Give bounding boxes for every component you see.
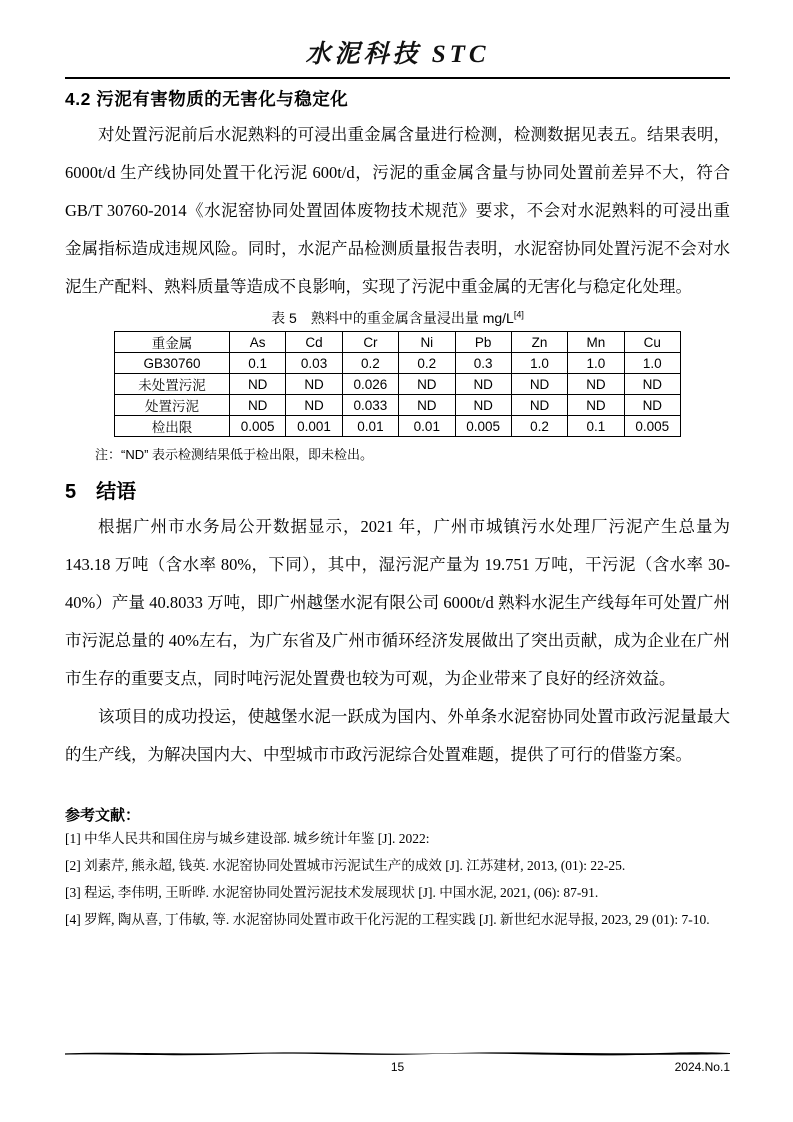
section-4-2-heading: 4.2 污泥有害物质的无害化与稳定化 [65, 89, 349, 109]
table-cell: ND [624, 395, 680, 416]
table-cell: 1.0 [624, 353, 680, 374]
table-header-row [115, 332, 681, 353]
table-row [115, 416, 681, 437]
table-cell: 0.3 [455, 353, 511, 374]
reference-item-3: [3] 程运, 李伟明, 王昕晔. 水泥窑协同处置污泥技术发展现状 [J]. 中国水泥, 2021, (06): 87-91. [65, 885, 599, 900]
section-5-paragraph-1: 根据广州市水务局公开数据显示，2021 年，广州市城镇污水处理厂污泥产生总量为 143.18 万吨（含水率 80%，下同），其中，湿污泥产量为 19.751 万吨，干污泥（含水率 30-40%）产量 40.8033 万吨，即广州越堡水泥有限公司 6000t/d 熟料水泥生产线每年可处置广州市污泥总量的 40%左右，为广东省及广州市循环经济发展做出了突出贡献，成为企业在广州市生存的重要支点，同时吨污泥处置费也较为可观，为企业带来了良好的经济效益。 [65, 517, 730, 688]
table-header-cell: Mn [568, 332, 624, 353]
table-header-cell: Cr [342, 332, 398, 353]
table-header-cell: 重金属 [115, 332, 230, 353]
table-cell: ND [455, 374, 511, 395]
table-cell: ND [230, 374, 286, 395]
footer-row [65, 1060, 730, 1074]
table-cell: 1.0 [511, 353, 567, 374]
table-cell: 1.0 [568, 353, 624, 374]
table-cell: 0.026 [342, 374, 398, 395]
table-header-cell: Ni [399, 332, 455, 353]
section-4-2-paragraph: 对处置污泥前后水泥熟料的可浸出重金属含量进行检测，检测数据见表五。结果表明，6000t/d 生产线协同处置干化污泥 600t/d，污泥的重金属含量与协同处置前差异不大，符合 GB/T 30760-2014《水泥窑协同处置固体废物技术规范》要求，不会对水泥熟料的可浸出重金属指标造成违规风险。同时，水泥产品检测质量报告表明，水泥窑协同处置污泥不会对水泥生产配料、熟料质量等造成不良影响，实现了污泥中重金属的无害化与稳定化处理。 [65, 125, 730, 296]
table-5-caption-citation: [4] [513, 309, 524, 320]
table-header-cell: As [230, 332, 286, 353]
table-cell: ND [624, 374, 680, 395]
table-cell: ND [568, 395, 624, 416]
table-cell: 未处置污泥 [115, 374, 230, 395]
table-cell: ND [511, 374, 567, 395]
table-cell: 0.2 [342, 353, 398, 374]
table-cell: ND [230, 395, 286, 416]
table-header-cell: Cu [624, 332, 680, 353]
reference-item-1: [1] 中华人民共和国住房与城乡建设部. 城乡统计年鉴 [J]. 2022: [65, 831, 430, 846]
issue-label: 2024.No.1 [674, 1060, 730, 1074]
table-cell: 0.03 [286, 353, 342, 374]
reference-item-4: [4] 罗辉, 陶从喜, 丁伟敏, 等. 水泥窑协同处置市政干化污泥的工程实践 [J]. 新世纪水泥导报, 2023, 29 (01): 7-10. [65, 912, 710, 927]
table-cell: 0.005 [455, 416, 511, 437]
table-cell: 0.01 [399, 416, 455, 437]
table-cell: 处置污泥 [115, 395, 230, 416]
table-header-cell: Zn [511, 332, 567, 353]
table-row [115, 374, 681, 395]
table-cell: 0.1 [230, 353, 286, 374]
table-cell: ND [399, 395, 455, 416]
section-5-paragraph-2: 该项目的成功投运，使越堡水泥一跃成为国内、外单条水泥窑协同处置市政污泥量最大的生产线，为解决国内大、中型城市市政污泥综合处置难题，提供了可行的借鉴方案。 [65, 707, 730, 764]
table-5-caption-text: 表 5 熟料中的重金属含量浸出量 mg/L [271, 310, 514, 326]
table-note: 注：“ND” 表示检测结果低于检出限，即未检出。 [95, 447, 374, 462]
table-cell: 0.1 [568, 416, 624, 437]
page-number: 15 [390, 1060, 405, 1074]
table-5-caption [65, 308, 730, 328]
table-cell: 0.01 [342, 416, 398, 437]
heavy-metals-table [114, 331, 681, 437]
table-header-cell: Pb [455, 332, 511, 353]
table-cell: 0.005 [624, 416, 680, 437]
references-section [65, 804, 730, 933]
section-5-heading: 5 结语 [65, 481, 137, 503]
table-cell: ND [568, 374, 624, 395]
journal-title: 水泥科技 STC [305, 41, 490, 68]
table-cell: 0.001 [286, 416, 342, 437]
table-cell: ND [286, 374, 342, 395]
table-row [115, 353, 681, 374]
table-cell: 0.2 [399, 353, 455, 374]
table-row [115, 395, 681, 416]
table-cell: ND [399, 374, 455, 395]
table-cell: 检出限 [115, 416, 230, 437]
table-cell: 0.033 [342, 395, 398, 416]
footer-rule [65, 1050, 730, 1057]
header-rule [65, 77, 730, 79]
table-cell: GB30760 [115, 353, 230, 374]
table-cell: 0.2 [511, 416, 567, 437]
table-cell: ND [455, 395, 511, 416]
references-heading: 参考文献： [65, 807, 141, 824]
reference-item-2: [2] 刘素芹, 熊永超, 钱英. 水泥窑协同处置城市污泥试生产的成效 [J]. 江苏建材, 2013, (01): 22-25. [65, 858, 626, 873]
table-cell: ND [511, 395, 567, 416]
page-footer [65, 1050, 730, 1074]
table-cell: ND [286, 395, 342, 416]
table-header-cell: Cd [286, 332, 342, 353]
table-cell: 0.005 [230, 416, 286, 437]
